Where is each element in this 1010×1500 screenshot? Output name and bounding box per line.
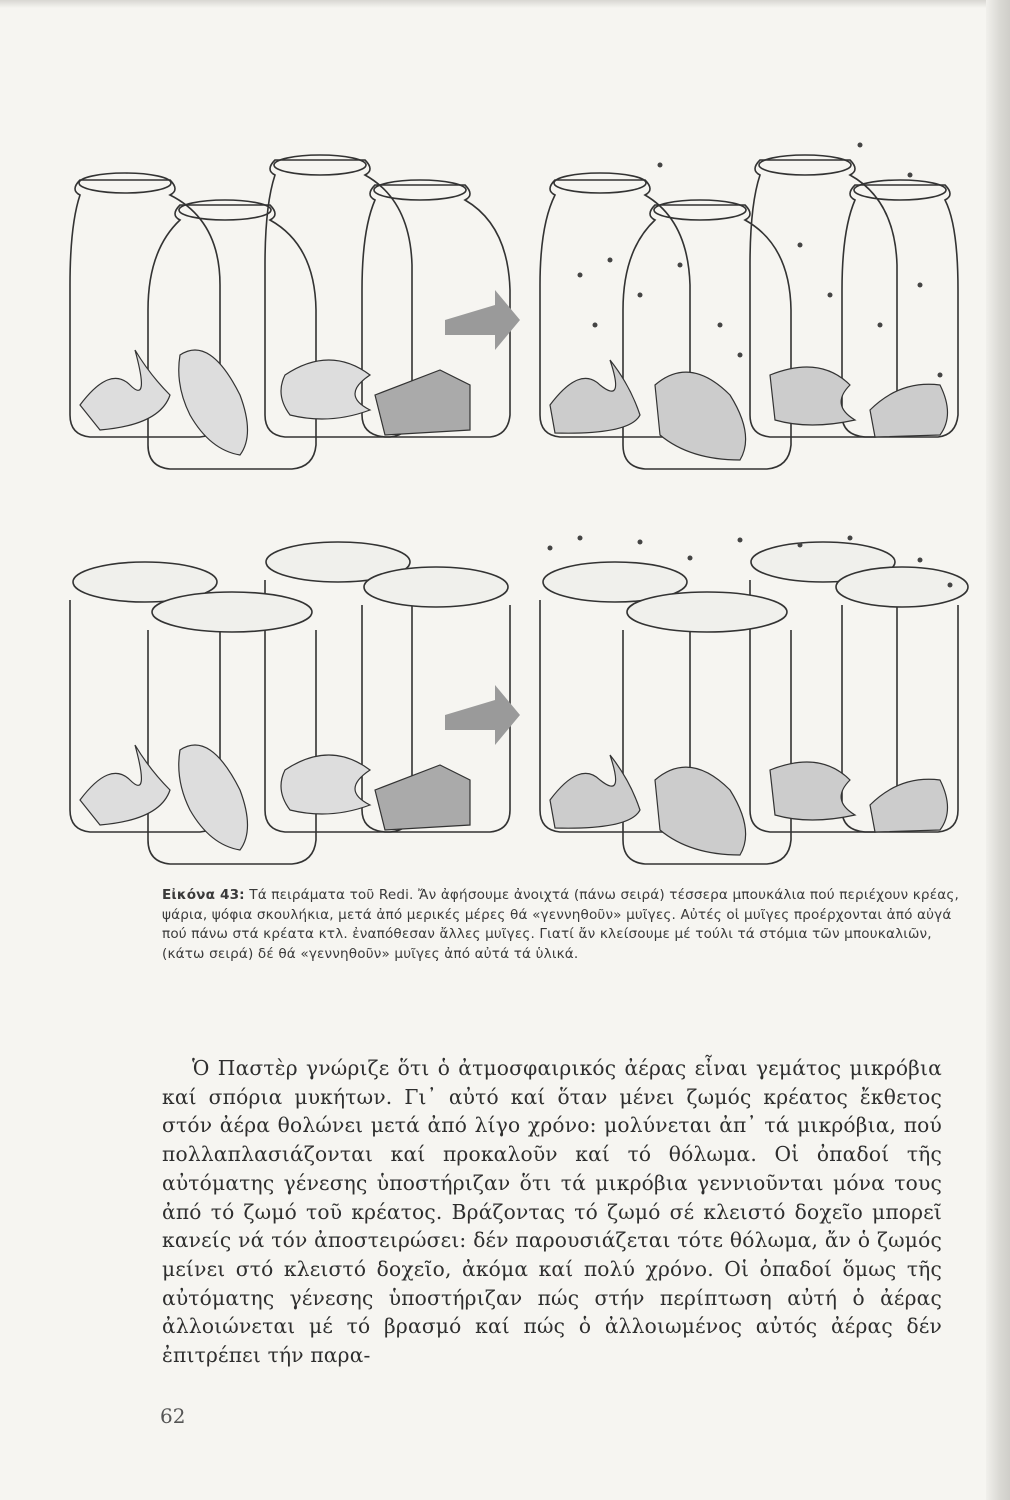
figure-bottom-row-covered-jars [40,530,980,870]
decayed-worms [550,755,640,828]
body-paragraph: Ὁ Παστὲρ γνώριζε ὅτι ὁ ἀτμοσφαιρικός ἀέρας εἶναι γεμάτος μικρόβια καί σπόρια μυκήτων. Γι᾽ αὐτό καί ὅταν μένει ζωμός κρέατος ἔκθετος στόν ἀέρα θολώνει μετά ἀπό λίγο χρόνο: μολύνεται ἀπ᾽ τά μικρόβια, πού πολλαπλασιάζονται καί προκαλοῦν καί τό θόλωμα. Οἱ ὀπαδοί τῆς αὐτόματης γένεσης ὑποστήριζαν ὅτι τά μικρόβια γεννιοῦνται μόνα τους ἀπό τό ζωμό τοῦ κρέατος. Βράζοντας τό ζωμό σέ κλειστό δοχεῖο μπορεῖ κανείς νά τόν ἀποστειρώσει: δέν παρουσιάζεται τότε θόλωμα, ἄν ὁ ζωμός μείνει στό κλειστό δοχεῖο, ἀκόμα καί πολύ χρόνο. Οἱ ὀπαδοί ὅμως τῆς αὐτόματης γένεσης ὑποστήριζαν πώς στήν περίπτωση αὐτή ὁ ἀέρας ἀλλοιώνεται μέ τό βρασμό καί πώς ὁ ἀλλοιωμένος αὐτός ἀέρας δέν ἐπιτρέπει τήν παρα- [162,1056,942,1368]
worms-covered [80,745,170,825]
page-binding-edge [986,0,1010,1500]
jar-back-4-rim [554,173,646,193]
rotting-fish [655,372,746,460]
jar-back-1-rim [79,173,171,193]
jar-back-5-rim [759,155,851,175]
figure-caption [162,886,972,964]
caption-label: Εἰκόνα 43: [162,887,245,903]
meat-in-jar [375,370,470,435]
page-number: 62 [160,1404,186,1428]
body-text [162,1054,942,1370]
jar-back-3-rim [374,180,466,200]
arrow-right-icon [445,685,520,745]
jar-back-6-rim [854,180,946,200]
decayed-fish [655,767,746,855]
rotting-meat [870,384,948,437]
jar-front-2-rim [654,200,746,220]
arrow-right-icon [445,290,520,350]
decayed-meat [870,779,948,832]
snakes-covered [281,755,370,814]
worms-in-jar [80,350,170,430]
fish-in-jar [179,350,248,455]
rotting-worms [550,360,640,433]
flies-cluster-top [578,143,943,378]
meat-covered [375,765,470,830]
open-jars-illustration [40,135,980,475]
gauze-cover-3 [364,567,508,607]
figure-top-row-open-jars [40,135,980,475]
fish-covered [179,745,248,850]
page-top-shadow [0,0,1010,8]
gauze-cover-7 [836,567,968,607]
caption-text: Τά πειράματα τοῦ Redi. Ἄν ἀφήσουμε ἀνοιχτά (πάνω σειρά) τέσσερα μπουκάλια πού περιέχουν κρέας, ψάρια, ψόφια σκουλήκια, μετά ἀπό μερικές μέρες θά «γεννηθοῦν» μυῖγες. Αὐτές οἱ μυῖγες προέρχονται ἀπό αὐγά πού πάνω στά κρέατα κτλ. ἐναπόθεσαν ἄλλες μυῖγες. Γιατί ἄν κλείσουμε μέ τούλι τά στόμια τῶν μπουκαλιῶν, (κάτω σειρά) δέ θά «γεννηθοῦν» μυῖγες ἀπό αὐτά τά ὑλικά. [162,887,959,962]
jar-back-2-rim [274,155,366,175]
gauze-cover-4 [152,592,312,632]
gauze-cover-8 [627,592,787,632]
covered-jars-illustration [40,530,980,870]
snakes-in-jar [281,360,370,419]
